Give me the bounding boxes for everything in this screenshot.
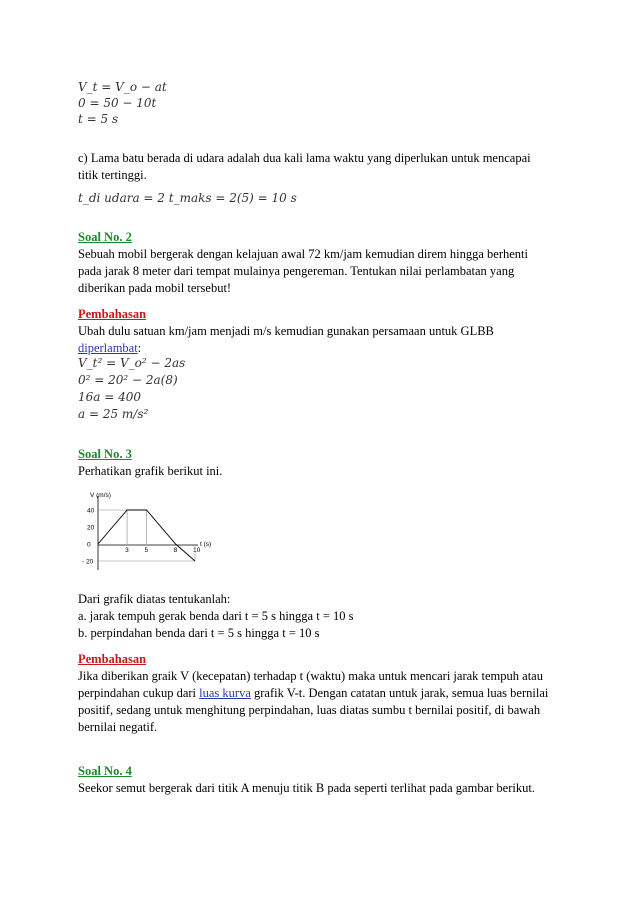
velocity-time-graph (80, 488, 230, 574)
x-tick-label: 5 (144, 547, 149, 554)
paragraph-line: b. perpindahan benda dari t = 5 s hingga t = 10 s (78, 626, 320, 640)
y-tick-label: 0 (87, 541, 91, 549)
x-tick-labels (125, 547, 201, 554)
equation-line: a = 25 m/s² (78, 407, 149, 421)
equation-line: V_t = V_o − at (78, 80, 167, 94)
x-axis-label: t (s) (200, 541, 212, 548)
y-tick-label: - 20 (82, 558, 94, 566)
punctuation: : (137, 341, 142, 355)
paragraph-line: positif, sedang untuk menghitung perpindahan, luas diatas sumbu t bernilai positif, di bawah (78, 703, 541, 717)
paragraph-line: Sebuah mobil bergerak dengan kelajuan awal 72 km/jam kemudian direm hingga berhenti (78, 247, 528, 261)
soal-2-heading: Soal No. 2 (78, 230, 132, 244)
y-axis-label: V (m/s) (90, 492, 111, 499)
paragraph-line: pada jarak 8 meter dari tempat mulainya pengereman. Tentukan nilai perlambatan yang (78, 264, 515, 278)
equation-line: t = 5 s (78, 112, 119, 126)
paragraph-line: Ubah dulu satuan km/jam menjadi m/s kemudian gunakan persamaan untuk GLBB (78, 324, 494, 338)
y-tick-label: 20 (87, 524, 95, 532)
paragraph-line: Seekor semut bergerak dari titik A menuju titik B pada seperti terlihat pada gambar berikut. (78, 781, 535, 795)
y-tick-labels (82, 508, 95, 566)
paragraph-line: Jika diberikan graik V (kecepatan) terhadap t (waktu) maka untuk mencari jarak tempuh atau (78, 669, 543, 683)
x-tick-label: 8 (173, 547, 178, 554)
paragraph-line: a. jarak tempuh gerak benda dari t = 5 s hingga t = 10 s (78, 609, 354, 623)
luas-kurva-link[interactable]: luas kurva (199, 686, 251, 700)
x-tick-label: 3 (125, 547, 129, 554)
soal-3-heading: Soal No. 3 (78, 447, 132, 461)
equation-line: 0 = 50 − 10t (78, 96, 157, 110)
equation-line: 0² = 20² − 2a(8) (78, 373, 178, 387)
paragraph-line: bernilai negatif. (78, 720, 158, 734)
equation-line: t_di udara = 2 t_maks = 2(5) = 10 s (78, 191, 297, 205)
paragraph-line: titik tertinggi. (78, 168, 147, 182)
equation-line: 16a = 400 (78, 390, 142, 404)
text-span: perpindahan cukup dari (78, 686, 200, 700)
text-span: grafik V-t. Dengan catatan untuk jarak, semua luas bernilai (250, 686, 549, 700)
pembahasan-heading: Pembahasan (78, 652, 147, 666)
equation-line: V_t² = V_o² − 2as (78, 356, 186, 370)
y-tick-label: 40 (87, 507, 95, 515)
pembahasan-heading: Pembahasan (78, 307, 147, 321)
paragraph-line: c) Lama batu berada di udara adalah dua kali lama waktu yang diperlukan untuk mencapai (78, 151, 531, 165)
soal-4-heading: Soal No. 4 (78, 764, 132, 778)
x-tick-label: 10 (193, 547, 201, 554)
paragraph-line: Perhatikan grafik berikut ini. (78, 464, 223, 478)
diperlambat-link[interactable]: diperlambat (78, 341, 138, 355)
paragraph-line: diberikan pada mobil tersebut! (78, 281, 232, 295)
paragraph-line (78, 685, 548, 702)
paragraph-line: Dari grafik diatas tentukanlah: (78, 592, 231, 606)
